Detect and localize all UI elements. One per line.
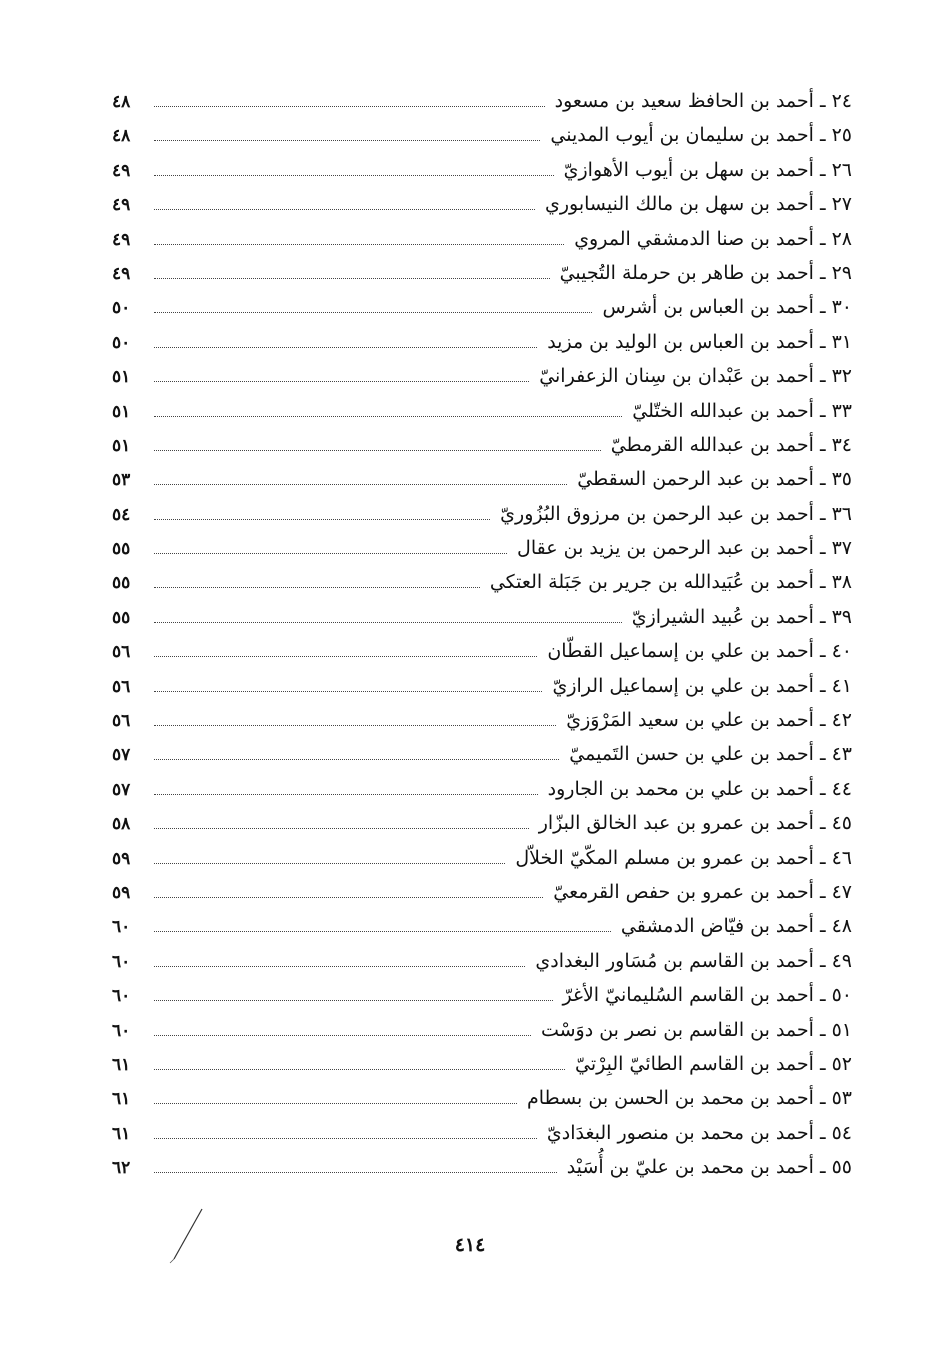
dot-leader bbox=[154, 347, 537, 348]
dot-leader bbox=[154, 175, 554, 176]
page-number-footer: ٤١٤ bbox=[454, 1234, 486, 1256]
toc-entry-title: ٢٤ ـ أحمد بن الحافظ سعيد بن مسعود bbox=[554, 90, 852, 112]
dot-leader bbox=[154, 278, 550, 279]
toc-entry-title: ٢٩ ـ أحمد بن طاهر بن حرملة التُجيبيّ bbox=[559, 261, 852, 284]
toc-row bbox=[112, 400, 852, 434]
toc-entry-title: ٤٦ ـ أحمد بن عمرو بن مسلم المكّيّ الخلاّل bbox=[515, 846, 852, 869]
dot-leader bbox=[154, 553, 507, 554]
dot-leader bbox=[154, 1035, 531, 1036]
dot-leader bbox=[154, 140, 540, 141]
toc-page-number: ٥٥ bbox=[112, 607, 131, 628]
dot-leader bbox=[154, 1069, 565, 1070]
toc-entry-title: ٤٣ ـ أحمد بن علي بن حسن التَميميّ bbox=[569, 743, 852, 766]
toc-entry-title: ٥٠ ـ أحمد بن القاسم السُليمانيّ الأغرّ bbox=[562, 984, 852, 1007]
toc-entry-title: ٣٢ ـ أحمد بن عَبْدان بن سِنان الزعفرانيّ bbox=[539, 365, 852, 388]
toc-entry-title: ٢٨ ـ أحمد بن صنا الدمشقي المروي bbox=[574, 227, 852, 250]
toc-row bbox=[112, 881, 852, 915]
toc-row bbox=[112, 159, 852, 193]
toc-entry-title: ٤٧ ـ أحمد بن عمرو بن حفص القرمعيّ bbox=[553, 880, 852, 903]
toc-row bbox=[112, 606, 852, 640]
toc-row bbox=[112, 124, 852, 158]
toc-page-number: ٦٠ bbox=[112, 951, 131, 972]
toc-page-number: ٦٠ bbox=[112, 986, 131, 1007]
toc-row bbox=[112, 1156, 852, 1190]
toc-row bbox=[112, 743, 852, 777]
dot-leader bbox=[154, 828, 529, 829]
toc-entry-title: ٢٧ ـ أحمد بن سهل بن مالك النيسابوري bbox=[544, 193, 852, 216]
dot-leader bbox=[154, 691, 542, 692]
toc-row bbox=[112, 365, 852, 399]
toc-page-number: ٦١ bbox=[112, 1123, 131, 1144]
dot-leader bbox=[154, 484, 567, 485]
toc-entry-title: ٤٠ ـ أحمد بن علي بن إسماعيل القطّان bbox=[547, 640, 852, 663]
dot-leader bbox=[154, 106, 545, 107]
dot-leader bbox=[154, 656, 537, 657]
toc-entry-title: ٣٧ ـ أحمد بن عبد الرحمن بن يزيد بن عقال bbox=[517, 537, 852, 560]
toc-page-number: ٦١ bbox=[112, 1054, 131, 1075]
dot-leader bbox=[154, 794, 538, 795]
dot-leader bbox=[154, 759, 559, 760]
toc-entry-title: ٥٤ ـ أحمد بن محمد بن منصور البغدَاديّ bbox=[546, 1121, 852, 1144]
toc-entry-title: ٤٩ ـ أحمد بن القاسم بن مُسَاور البغدادي bbox=[535, 949, 852, 972]
toc-entry-title: ٥١ ـ أحمد بن القاسم بن نصر بن دوَسْت bbox=[540, 1018, 852, 1041]
toc-entry-title: ٣٠ ـ أحمد بن العباس بن أشرس bbox=[602, 296, 852, 319]
toc-entry-title: ٤٤ ـ أحمد بن علي بن محمد بن الجارود bbox=[547, 777, 852, 800]
toc-row bbox=[112, 434, 852, 468]
dot-leader bbox=[154, 966, 525, 967]
toc-page-number: ٥١ bbox=[112, 367, 131, 388]
dot-leader bbox=[154, 1000, 553, 1001]
toc-page-number: ٥٩ bbox=[112, 848, 131, 869]
toc-page-number: ٥٦ bbox=[112, 711, 131, 732]
toc-page-number: ٥٤ bbox=[112, 504, 131, 525]
toc-entry-title: ٤٨ ـ أحمد بن فيّاض الدمشقي bbox=[620, 915, 852, 938]
toc-page-number: ٦٠ bbox=[112, 1020, 131, 1041]
toc-entry-title: ٢٥ ـ أحمد بن سليمان بن أيوب المديني bbox=[550, 124, 852, 147]
toc-row bbox=[112, 228, 852, 262]
toc-entry-title: ٢٦ ـ أحمد بن سهل بن أيوب الأهوازيّ bbox=[563, 158, 852, 181]
toc-page-number: ٦٠ bbox=[112, 917, 131, 938]
toc-page-number: ٥١ bbox=[112, 401, 131, 422]
dot-leader bbox=[154, 1103, 517, 1104]
toc-row bbox=[112, 193, 852, 227]
toc-row bbox=[112, 90, 852, 124]
toc-entry-title: ٥٣ ـ أحمد بن محمد بن الحسن بن بسطام bbox=[526, 1087, 852, 1110]
dot-leader bbox=[154, 1138, 537, 1139]
toc-row bbox=[112, 1122, 852, 1156]
toc-entry-title: ٣٣ ـ أحمد بن عبدالله الختّليّ bbox=[632, 399, 852, 422]
toc-entry-title: ٣١ ـ أحمد بن العباس بن الوليد بن مزيد bbox=[547, 330, 852, 353]
toc-page-number: ٥٣ bbox=[112, 470, 131, 491]
toc-row bbox=[112, 468, 852, 502]
dot-leader bbox=[154, 312, 592, 313]
toc-page-number: ٥٥ bbox=[112, 539, 131, 560]
toc-entry-title: ٤٢ ـ أحمد بن علي بن سعيد المَرْوَزيّ bbox=[566, 709, 852, 732]
toc-page-number: ٥٥ bbox=[112, 573, 131, 594]
dot-leader bbox=[154, 244, 564, 245]
dot-leader bbox=[154, 381, 529, 382]
toc-page-number: ٤٩ bbox=[112, 229, 131, 250]
toc-entry-title: ٣٥ ـ أحمد بن عبد الرحمن السقطيّ bbox=[577, 468, 852, 491]
toc-entry-title: ٥٥ ـ أحمد بن محمد بن عليّ بن أُسَيْد bbox=[566, 1156, 852, 1179]
toc-page-number: ٥٠ bbox=[112, 332, 131, 353]
toc-page-number: ٤٩ bbox=[112, 195, 131, 216]
toc-page-number: ٥٧ bbox=[112, 745, 131, 766]
dot-leader bbox=[154, 931, 611, 932]
toc-page-number: ٤٩ bbox=[112, 160, 131, 181]
toc-page-number: ٦١ bbox=[112, 1089, 131, 1110]
dot-leader bbox=[154, 450, 601, 451]
toc-page-number: ٤٩ bbox=[112, 263, 131, 284]
dot-leader bbox=[154, 1172, 557, 1173]
toc-page-number: ٥٧ bbox=[112, 779, 131, 800]
toc-page-number: ٥٨ bbox=[112, 814, 131, 835]
toc-entry-title: ٤١ ـ أحمد بن علي بن إسماعيل الرازيّ bbox=[552, 674, 852, 697]
toc-entry-title: ٥٢ ـ أحمد بن القاسم الطائيّ البِرْتيّ bbox=[575, 1052, 852, 1075]
dot-leader bbox=[154, 897, 543, 898]
toc-page-number: ٥٩ bbox=[112, 882, 131, 903]
toc-row bbox=[112, 950, 852, 984]
table-of-contents bbox=[112, 90, 852, 1191]
toc-row bbox=[112, 709, 852, 743]
toc-page-number: ٦٢ bbox=[112, 1158, 131, 1179]
toc-row bbox=[112, 847, 852, 881]
dot-leader bbox=[154, 209, 535, 210]
toc-row bbox=[112, 1087, 852, 1121]
toc-page-number: ٥١ bbox=[112, 435, 131, 456]
toc-page-number: ٥٦ bbox=[112, 642, 131, 663]
toc-row bbox=[112, 331, 852, 365]
dot-leader bbox=[154, 725, 556, 726]
toc-entry-title: ٣٨ ـ أحمد بن عُبَيدالله بن جرير بن جَبَلة العتكي bbox=[489, 571, 852, 594]
toc-entry-title: ٣٤ ـ أحمد بن عبدالله القرمطيّ bbox=[610, 433, 852, 456]
toc-page-number: ٤٨ bbox=[112, 92, 131, 112]
toc-row bbox=[112, 915, 852, 949]
toc-row bbox=[112, 984, 852, 1018]
toc-row bbox=[112, 262, 852, 296]
dot-leader bbox=[154, 863, 505, 864]
toc-row bbox=[112, 1053, 852, 1087]
toc-row bbox=[112, 675, 852, 709]
toc-page-number: ٥٦ bbox=[112, 676, 131, 697]
dot-leader bbox=[154, 416, 622, 417]
toc-page-number: ٥٠ bbox=[112, 298, 131, 319]
toc-row bbox=[112, 1019, 852, 1053]
toc-row bbox=[112, 812, 852, 846]
toc-row bbox=[112, 503, 852, 537]
toc-entry-title: ٤٥ ـ أحمد بن عمرو بن عبد الخالق البزّار bbox=[538, 812, 852, 835]
dot-leader bbox=[154, 587, 480, 588]
toc-row bbox=[112, 296, 852, 330]
toc-entry-title: ٣٦ ـ أحمد بن عبد الرحمن بن مرزوق البُزُوريّ bbox=[500, 502, 852, 525]
dot-leader bbox=[154, 519, 490, 520]
toc-row bbox=[112, 640, 852, 674]
toc-page-number: ٤٨ bbox=[112, 126, 131, 147]
toc-row bbox=[112, 571, 852, 605]
dot-leader bbox=[154, 622, 622, 623]
toc-entry-title: ٣٩ ـ أحمد بن عُبيد الشيرازيّ bbox=[631, 605, 852, 628]
toc-row bbox=[112, 778, 852, 812]
toc-row bbox=[112, 537, 852, 571]
